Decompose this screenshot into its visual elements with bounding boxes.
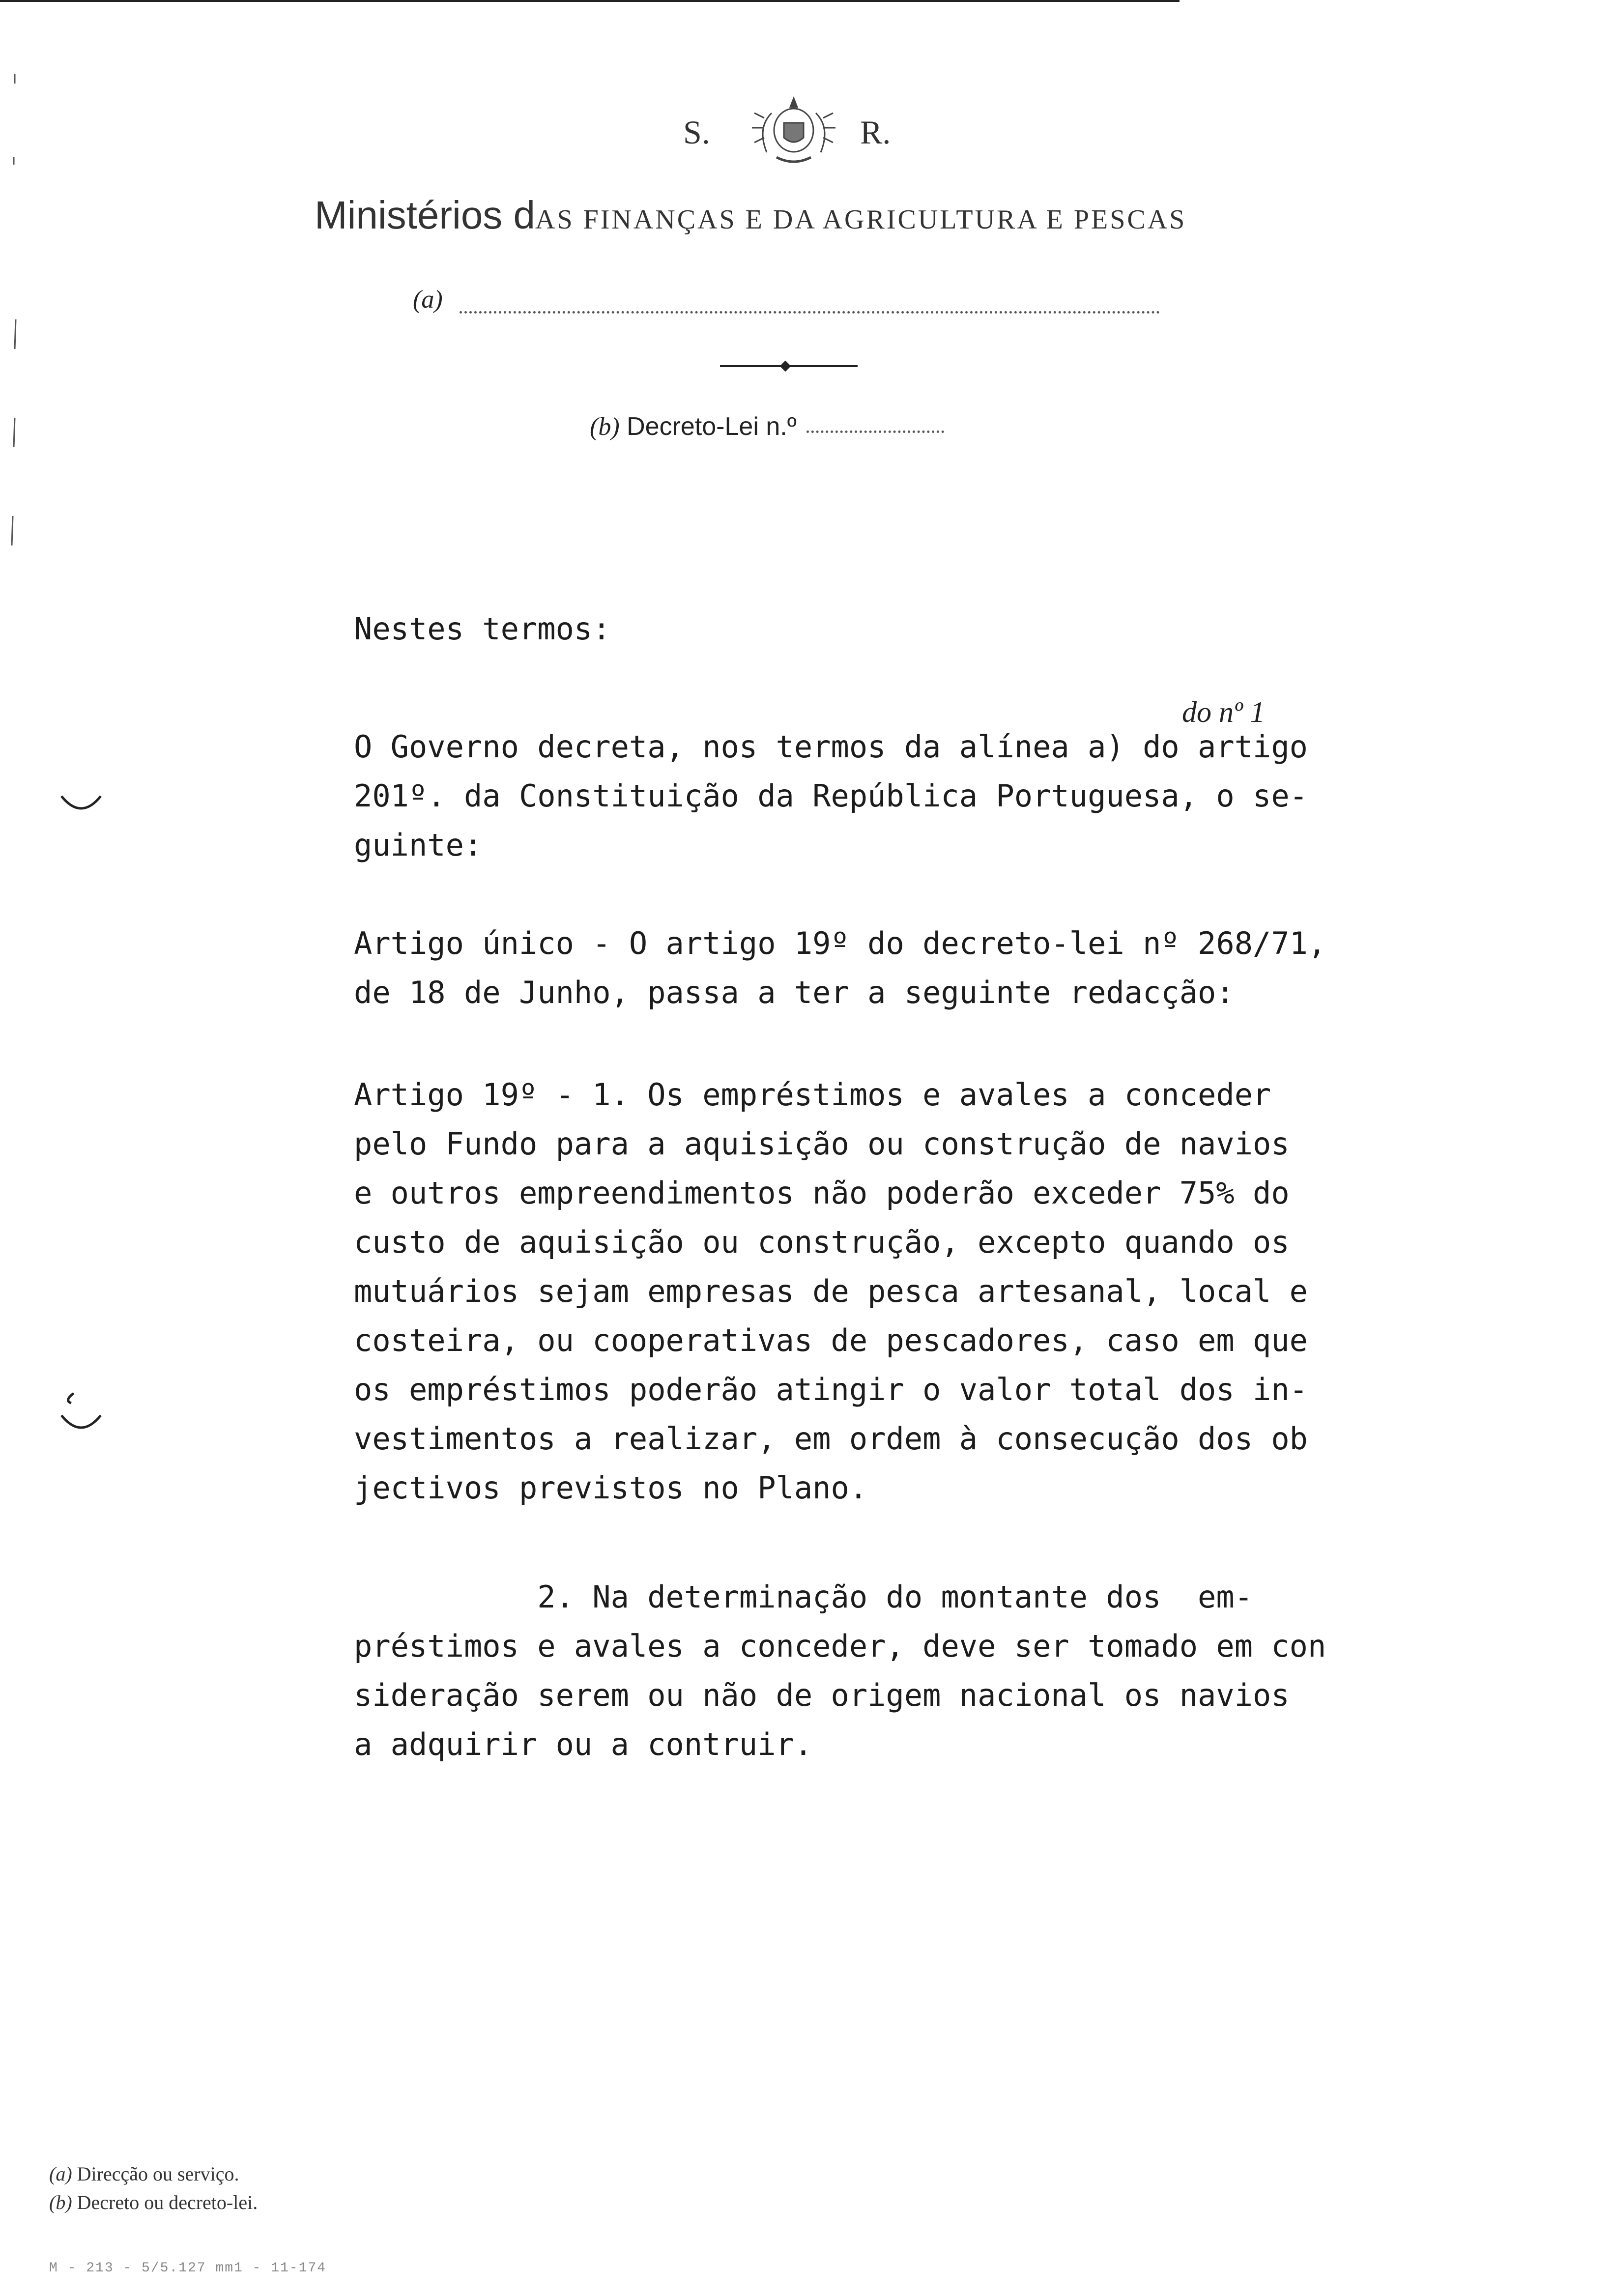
field-a-label: (a) xyxy=(413,286,443,314)
scan-hole-mark xyxy=(59,791,103,821)
letterhead-r: R. xyxy=(860,114,891,151)
top-border-line xyxy=(0,0,1180,2)
footnote-a-marker: (a) xyxy=(49,2163,72,2185)
footnote-b-text: Decreto ou decreto-lei. xyxy=(77,2191,258,2213)
paragraph-1-line: costeira, ou cooperativas de pescadores, caso em que xyxy=(354,1322,1308,1358)
decree-marker: (b) xyxy=(590,413,620,441)
paragraph-1 xyxy=(354,1070,1410,1513)
footnote-a xyxy=(49,2160,258,2188)
article-line: Artigo único - O artigo 19º do decreto-lei nº 268/71, xyxy=(354,925,1326,961)
paragraph-1-line: Artigo 19º - 1. Os empréstimos e avales a conceder xyxy=(354,1077,1271,1113)
article-line: de 18 de Junho, passa a ter a seguinte redacção: xyxy=(354,975,1235,1010)
paragraph-1-line: vestimentos a realizar, em ordem à consecução dos ob xyxy=(354,1421,1308,1457)
field-a-dotted-line xyxy=(460,311,1160,314)
decree-line: guinte: xyxy=(354,827,483,863)
paragraph-1-line: custo de aquisição ou construção, excepto quando os xyxy=(354,1224,1290,1260)
paragraph-1-line: e outros empreendimentos não poderão exceder 75% do xyxy=(354,1175,1290,1211)
decree-dotted-line xyxy=(806,430,944,433)
intro-line: Nestes termos: xyxy=(354,611,611,647)
paragraph-1-line: os empréstimos poderão atingir o valor total dos in- xyxy=(354,1372,1308,1407)
scan-edge-marks xyxy=(5,74,25,565)
decree-label: Decreto-Lei n.º xyxy=(627,412,797,441)
ministry-handwritten: Ministérios d xyxy=(315,193,536,237)
paragraph-2 xyxy=(354,1573,1410,1769)
footnote-b xyxy=(49,2188,258,2217)
intro-paragraph xyxy=(354,604,1410,654)
print-reference: M - 213 - 5/5.127 mm1 - 11-174 xyxy=(49,2261,327,2276)
ministry-typed: AS FINANÇAS E DA AGRICULTURA E PESCAS xyxy=(535,204,1187,235)
scan-hole-mark xyxy=(59,1391,103,1440)
handwritten-insertion: do nº 1 xyxy=(1182,696,1265,728)
footnote-b-marker: (b) xyxy=(49,2191,72,2213)
ministry-heading xyxy=(315,193,1186,238)
footnote-a-text: Direcção ou serviço. xyxy=(77,2163,239,2185)
paragraph-2-line: 2. Na determinação do montante dos em- xyxy=(354,1579,1253,1615)
paragraph-1-line: mutuários sejam empresas de pesca artesanal, local e xyxy=(354,1273,1308,1309)
decree-paragraph xyxy=(354,722,1410,870)
letterhead xyxy=(678,93,914,182)
paragraph-1-line: jectivos previstos no Plano. xyxy=(354,1470,868,1506)
paragraph-2-line: préstimos e avales a conceder, deve ser tomado em con xyxy=(354,1628,1326,1664)
decree-title xyxy=(590,412,944,441)
divider-diamond xyxy=(780,361,791,372)
decree-line: O Governo decreta, nos termos da alínea a) do artigo xyxy=(354,729,1308,765)
paragraph-1-line: pelo Fundo para a aquisição ou construção de navios xyxy=(354,1126,1290,1162)
field-a-line xyxy=(413,285,1160,319)
coat-of-arms-icon xyxy=(742,93,845,167)
divider-ornament xyxy=(720,361,858,371)
paragraph-2-line: a adquirir ou a contruir. xyxy=(354,1726,813,1762)
paragraph-2-line: sideração serem ou não de origem nacional os navios xyxy=(354,1677,1290,1713)
decree-line: 201º. da Constituição da República Portuguesa, o se- xyxy=(354,778,1308,814)
footnotes xyxy=(49,2160,258,2217)
article-paragraph xyxy=(354,919,1410,1017)
letterhead-s: S. xyxy=(683,114,710,151)
